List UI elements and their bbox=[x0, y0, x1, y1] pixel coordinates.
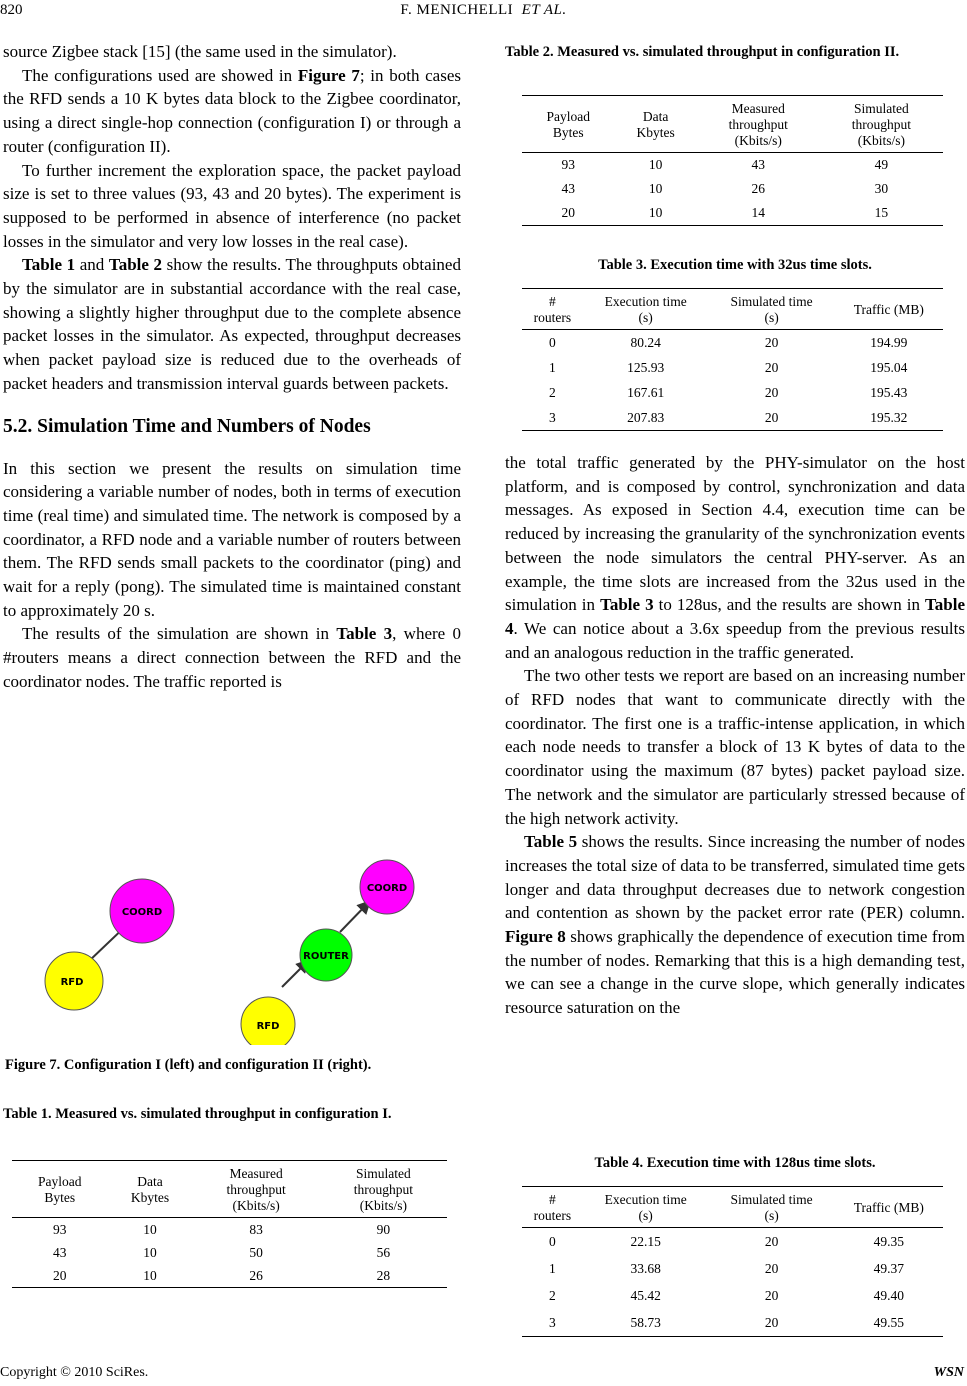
table-cell: 20 bbox=[709, 1309, 835, 1337]
figure-ref: Figure 8 bbox=[505, 927, 566, 947]
section-heading: 5.2. Simulation Time and Numbers of Nodes bbox=[3, 415, 371, 437]
table-cell: 3 bbox=[522, 1309, 583, 1337]
table-row bbox=[522, 1228, 943, 1256]
table-header-cell bbox=[697, 96, 820, 153]
paragraph: The results of the simulation are shown in Table 3, where 0 #routers means a direct connection between the RFD and the coordinator nodes. The traffic reported is bbox=[3, 624, 462, 691]
coord-node-left-label: COORD bbox=[121, 907, 163, 918]
table-cell: 10 bbox=[108, 1264, 193, 1288]
copyright: Copyright © 2010 SciRes. bbox=[0, 1365, 149, 1380]
table-cell: 20 bbox=[764, 384, 779, 400]
table-cell: 0 bbox=[548, 334, 556, 350]
router-node-label: ROUTER bbox=[303, 951, 349, 962]
table-cell: 1 bbox=[548, 359, 556, 375]
table-3 bbox=[522, 288, 943, 431]
table-row bbox=[522, 1255, 943, 1282]
table-header-text: Simulated bbox=[854, 101, 909, 116]
table-header-text: routers bbox=[533, 1208, 572, 1223]
table-cell: 22.15 bbox=[630, 1233, 661, 1249]
coord-node-right-label: COORD bbox=[366, 883, 408, 894]
table-header-text: (Kbits/s) bbox=[359, 1198, 407, 1213]
table-ref: Table 3 bbox=[600, 595, 654, 615]
table-cell: 20 bbox=[764, 1233, 779, 1249]
table-cell: 20 bbox=[764, 1287, 779, 1303]
table-ref: Table 4 bbox=[505, 595, 965, 638]
table-header-text: Simulated time bbox=[730, 294, 813, 309]
table-cell: 49.40 bbox=[873, 1287, 904, 1303]
table-cell: 15 bbox=[820, 201, 943, 226]
table-cell: 28 bbox=[320, 1264, 447, 1288]
table-header-text: Kbytes bbox=[636, 125, 675, 140]
paragraph: To further increment the exploration space, the packet payload size is set to three values (93, 43 and 20 bytes). The experiment is supposed to be performed in absence of interference (no packet losses in the simulator and very low losses in the real case). bbox=[3, 160, 461, 251]
page-number: 820 bbox=[0, 2, 23, 18]
table-header-text: (s) bbox=[638, 1208, 653, 1223]
table-header-text: Traffic (MB) bbox=[853, 1200, 924, 1215]
table-header-cell bbox=[522, 289, 583, 330]
table-row bbox=[522, 405, 943, 431]
table-header-cell bbox=[835, 1187, 943, 1228]
table-header-text: Payload bbox=[38, 1174, 82, 1189]
table-header-text: throughput bbox=[728, 117, 788, 132]
table-cell: 93 bbox=[53, 1221, 67, 1237]
table-row bbox=[522, 355, 943, 380]
table-cell: 20 bbox=[709, 405, 835, 431]
table-header-text: Measured bbox=[731, 101, 785, 116]
table-cell: 58.73 bbox=[583, 1309, 709, 1337]
journal-name: WSN bbox=[933, 1365, 964, 1380]
table-3-caption: Table 3. Execution time with 32us time slots. bbox=[598, 257, 872, 273]
table-cell: 90 bbox=[376, 1221, 391, 1237]
table-header-text: (s) bbox=[764, 1208, 779, 1223]
figure-ref: Figure 7 bbox=[297, 65, 360, 85]
table-row bbox=[522, 177, 943, 201]
table-cell: 26 bbox=[193, 1264, 320, 1288]
table-header-text: Data bbox=[137, 1174, 163, 1189]
table-cell: 2 bbox=[548, 1287, 556, 1303]
table-ref: Table 3 bbox=[336, 624, 393, 644]
table-header-cell bbox=[522, 1187, 583, 1228]
table-row bbox=[522, 380, 943, 405]
table-header-text: (Kbits/s) bbox=[734, 133, 782, 148]
table-header-text: Simulated bbox=[356, 1166, 411, 1181]
table-header-cell bbox=[820, 96, 943, 153]
table-cell: 195.32 bbox=[835, 405, 943, 431]
table-cell: 20 bbox=[764, 1260, 779, 1276]
running-header-etal: ET AL. bbox=[521, 2, 567, 18]
right-column bbox=[505, 451, 965, 1020]
table-row bbox=[522, 1309, 943, 1337]
table-header-text: Simulated time bbox=[730, 1192, 813, 1207]
table-4-caption: Table 4. Execution time with 128us time slots. bbox=[594, 1155, 876, 1171]
table-header-cell bbox=[614, 96, 696, 153]
table-cell: 49.37 bbox=[873, 1260, 904, 1276]
table-header-text: # bbox=[548, 294, 556, 309]
table-1 bbox=[12, 1160, 447, 1288]
paragraph: In this section we present the results on simulation time considering a variable number of nodes, both in terms of execution time (real time) and simulated time. The network is composed by a coordinator, a RFD node and a variable number of routers between them. The RFD sends small packets to the coordinator (ping) and wait for a reply (pong). The simulated time is maintained constant to approximately 20 s. bbox=[3, 458, 461, 620]
table-header-text: Payload bbox=[546, 109, 590, 124]
table-cell: 125.93 bbox=[627, 359, 665, 375]
table-cell: 207.83 bbox=[583, 405, 709, 431]
table-cell: 20 bbox=[764, 359, 779, 375]
table-cell: 49.35 bbox=[873, 1233, 904, 1249]
table-row bbox=[522, 1282, 943, 1309]
table-header-cell bbox=[583, 289, 709, 330]
table-cell: 93 bbox=[561, 157, 575, 172]
table-cell: 20 bbox=[12, 1264, 108, 1288]
table-2 bbox=[522, 95, 943, 226]
table-header-text: Traffic (MB) bbox=[853, 302, 924, 317]
table-header-cell bbox=[709, 289, 835, 330]
table-cell: 20 bbox=[764, 334, 779, 350]
paragraph: The two other tests we report are based on an increasing number of RFD nodes that want to communicate directly with the coordinator. The first one is a traffic-intense application, in which each node needs to transfer a block of 13 K bytes of data to the coordinator using the maximum (87 bytes) packet payload size. The network and the simulator are particularly stressed because of the high network activity. bbox=[505, 666, 965, 828]
table-cell: 10 bbox=[648, 157, 663, 172]
table-cell: 14 bbox=[697, 201, 820, 226]
table-header-text: (Kbits/s) bbox=[857, 133, 906, 148]
table-header-text: (s) bbox=[764, 310, 779, 325]
table-header-text: Kbytes bbox=[130, 1190, 170, 1205]
paragraph: Table 5 shows the results. Since increasing the number of nodes increases the total size of data to be transferred, simulated time gets longer and data throughput decreases due to network congestion and contention as shown by the packet error rate (PER) column. Figure 8 shows graphically the dependence of execution time from the number of nodes. Remarking that this is a high demanding test, we can see a change in the curve slope, which generally indicates resource saturation on the bbox=[505, 832, 965, 1018]
table-row bbox=[522, 153, 943, 178]
table-cell: 50 bbox=[249, 1244, 263, 1260]
running-header-authors: F. MENICHELLI bbox=[400, 2, 514, 18]
link-arrow bbox=[340, 901, 370, 932]
table-row bbox=[12, 1218, 447, 1242]
paragraph: the total traffic generated by the PHY-simulator on the host platform, and is composed by control, synchronization and data messages. As exposed in Section 4.4, execution time can be reduced by increasing the granularity of the synchronization events between the node simulators the central PHY-server. As an example, the time slots are increased from the 32us used in the simulation in Table 3 to 128us, and the results are shown in Table 4. We can notice about a 3.6x speedup from the previous results and an analogous reduction in the traffic generated. bbox=[505, 453, 965, 662]
table-header-cell bbox=[709, 1187, 835, 1228]
table-cell: 194.99 bbox=[870, 334, 908, 350]
figure-7-diagram bbox=[0, 850, 467, 1045]
table-cell: 43 bbox=[561, 181, 575, 196]
table-row bbox=[522, 201, 943, 226]
table-ref: Table 5 bbox=[524, 832, 578, 852]
table-cell: 1 bbox=[548, 1260, 556, 1276]
table-header-text: throughput bbox=[851, 117, 912, 132]
table-row bbox=[12, 1264, 447, 1288]
running-header bbox=[0, 2, 967, 19]
table-header-text: routers bbox=[533, 310, 572, 325]
table-header-cell bbox=[12, 1161, 108, 1218]
table-cell: 33.68 bbox=[630, 1260, 661, 1276]
table-cell: 10 bbox=[614, 201, 696, 226]
table-header-text: (s) bbox=[638, 310, 653, 325]
table-row bbox=[522, 330, 943, 356]
table-cell: 56 bbox=[376, 1244, 391, 1260]
table-cell: 49.55 bbox=[835, 1309, 943, 1337]
paragraph: The configurations used are showed in Figure 7; in both cases the RFD sends a 10 K bytes data block to the Zigbee coordinator, using a direct single-hop connection (configuration I) or through a router (configuration II). bbox=[3, 65, 461, 156]
table-cell: 43 bbox=[53, 1244, 67, 1260]
paragraph: source Zigbee stack [15] (the same used in the simulator). bbox=[3, 42, 397, 61]
table-cell: 83 bbox=[249, 1221, 263, 1237]
table-row bbox=[12, 1241, 447, 1264]
table-header-text: Execution time bbox=[604, 1192, 687, 1207]
paragraph: Table 1 and Table 2 show the results. The throughputs obtained by the simulator are in substantial accordance with the real case, showing a slightly higher throughput due to the complete absence packet losses in the simulator. As expected, throughput decreases when packet payload size is reduced due to the overheads of packet headers and transmission interval guards between packets. bbox=[3, 255, 461, 393]
table-header-text: # bbox=[548, 1192, 556, 1207]
table-cell: 195.43 bbox=[870, 384, 908, 400]
table-cell: 10 bbox=[143, 1244, 157, 1260]
table-header-text: Data bbox=[642, 109, 669, 124]
table-cell: 26 bbox=[751, 181, 766, 196]
table-header-text: throughput bbox=[226, 1182, 286, 1197]
table-header-text: Bytes bbox=[552, 125, 584, 140]
table-cell: 45.42 bbox=[630, 1287, 661, 1303]
table-cell: 195.04 bbox=[870, 359, 908, 375]
table-cell: 3 bbox=[522, 405, 583, 431]
table-header-cell bbox=[583, 1187, 709, 1228]
table-cell: 167.61 bbox=[627, 384, 665, 400]
rfd-node-right-label: RFD bbox=[256, 1021, 280, 1032]
table-header-cell bbox=[193, 1161, 320, 1218]
table-cell: 43 bbox=[751, 157, 766, 172]
table-cell: 10 bbox=[143, 1221, 157, 1237]
table-cell: 10 bbox=[648, 181, 663, 196]
table-header-cell bbox=[835, 289, 943, 330]
rfd-node-left-label: RFD bbox=[60, 977, 84, 988]
table-ref: Table 2 bbox=[108, 255, 163, 275]
table-header-text: (Kbits/s) bbox=[232, 1198, 280, 1213]
left-column bbox=[3, 40, 461, 694]
table-header-text: Execution time bbox=[604, 294, 687, 309]
table-cell: 80.24 bbox=[630, 334, 661, 350]
table-cell: 30 bbox=[874, 181, 889, 196]
table-header-cell bbox=[522, 96, 614, 153]
table-cell: 0 bbox=[548, 1233, 556, 1249]
table-header-cell bbox=[108, 1161, 193, 1218]
table-header-text: throughput bbox=[353, 1182, 413, 1197]
figure-7-caption: Figure 7. Configuration I (left) and configuration II (right). bbox=[5, 1057, 372, 1073]
table-cell: 49 bbox=[874, 157, 889, 172]
table-ref: Table 1 bbox=[22, 255, 76, 275]
table-2-caption: Table 2. Measured vs. simulated throughput in configuration II. bbox=[505, 44, 900, 60]
table-cell: 2 bbox=[548, 384, 556, 400]
table-1-caption: Table 1. Measured vs. simulated throughput in configuration I. bbox=[3, 1106, 392, 1122]
table-header-cell bbox=[320, 1161, 447, 1218]
table-4 bbox=[522, 1186, 943, 1337]
table-header-text: Measured bbox=[229, 1166, 283, 1181]
table-cell: 20 bbox=[522, 201, 614, 226]
table-header-text: Bytes bbox=[44, 1190, 76, 1205]
